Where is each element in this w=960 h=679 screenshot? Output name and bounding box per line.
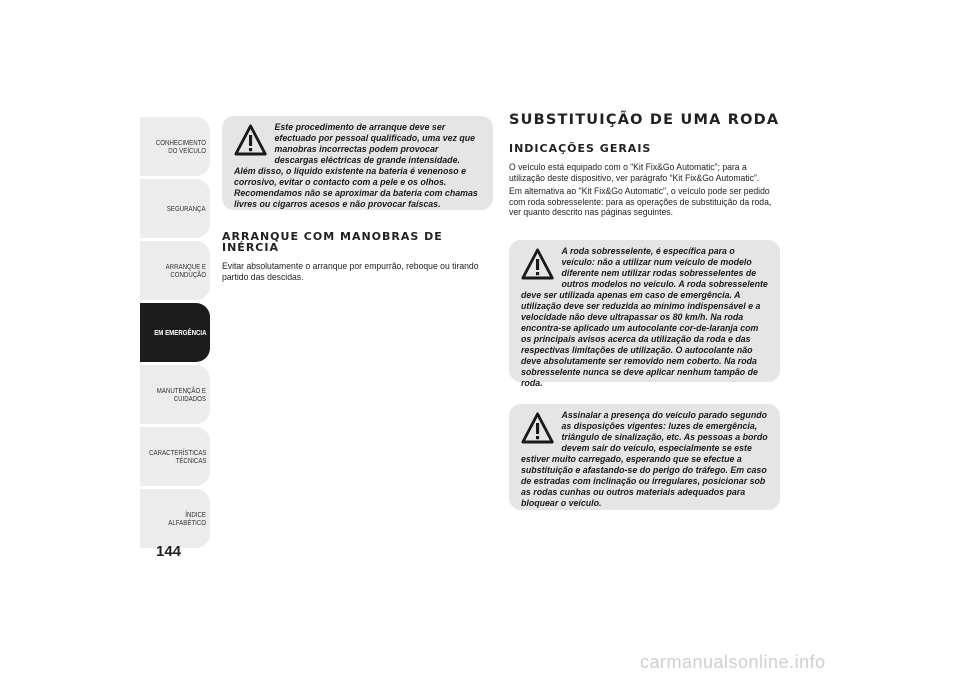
tab-manutencao[interactable]	[140, 365, 210, 424]
tab-indice[interactable]	[140, 489, 210, 548]
tab-label: CONHECIMENTO DO VEÍCULO	[155, 137, 206, 155]
warning-triangle-icon	[521, 248, 554, 280]
paragraph-kit: O veículo está equipado com o “Kit Fix&Go Automatic”; para a utilização deste dispositivo, ver parágrafo “Kit Fix&Go Automatic”.	[509, 161, 760, 183]
tab-arranque[interactable]	[140, 241, 210, 300]
warning-box-parked-vehicle	[509, 404, 780, 510]
tab-label: ARRANQUE E CONDUÇÃO	[165, 261, 206, 279]
warning-box-battery	[222, 116, 493, 210]
warning-rest: veículo, especialmente se este estiver muito carregado, esperando que se efectue a substituição e afastando-se do perigo do tráfego. Em caso de estradas com inclinação ou irregulares, posicionar sob as rodas cunhas ou outros materiais adequados para bloquear o veículo.	[521, 443, 767, 509]
page-number: 144	[156, 543, 182, 560]
warning-lead: Este procedimento de arranque deve ser efectuado por pessoal qualificado, uma vez que manobras incorrectas podem provocar descargas eléctricas de	[274, 122, 476, 166]
tab-label: SEGURANÇA	[167, 203, 206, 213]
warning-text	[521, 246, 768, 389]
subtitle-indicacoes: INDICAÇÕES GERAIS	[509, 142, 652, 155]
warning-rest: roda sobresselente deve ser utilizada apenas em caso de emergência. A utilização deve ser reduzida ao mínimo indispensável e a velocidade não deve ultrapassar os 80 km/h. Na roda encontra-se aplicado um autocolante cor-de-laranja com os principais avisos acerca da utilização da roda e das respectivas limitações de utilização. O autocolante não deve absolutamente ser removido nem coberto. Na roda sobresselente nunca se deve aplicar nenhum tampão de roda.	[521, 279, 768, 389]
tab-conhecimento[interactable]	[140, 117, 210, 176]
tab-label: MANUTENÇÃO E CUIDADOS	[156, 385, 206, 403]
warning-lead: A roda sobresselente, é específica para o veículo: não a utilizar num veículo de modelo diferente nem utilizar rodas sobresselentes de outros modelos no veículo. A	[561, 246, 757, 290]
paragraph-inercia: Evitar absolutamente o arranque por empurrão, reboque ou tirando partido das descidas.	[222, 260, 479, 282]
tab-label: EM EMERGÊNCIA	[153, 327, 206, 337]
tab-seguranca[interactable]	[140, 179, 210, 238]
warning-lead: Assinalar a presença do veículo parado segundo as disposições vigentes: luzes de emergência, triângulo de sinalização, etc. As pessoas a bordo devem sair do	[561, 410, 768, 454]
warning-box-spare-wheel	[509, 240, 780, 389]
warning-triangle-icon	[234, 124, 267, 156]
section-heading-inercia: ARRANQUE COM MANOBRAS DE INÉRCIA	[222, 230, 443, 254]
warning-triangle-icon	[521, 412, 554, 444]
warning-text	[521, 410, 768, 509]
tab-em-emergencia[interactable]	[140, 303, 210, 362]
tab-label: ÍNDICE ALFABÉTICO	[168, 509, 206, 527]
watermark: carmanualsonline.info	[640, 652, 826, 672]
warning-rest: grande intensidade. Além disso, o líquido existente na bateria é venenoso e corrosivo, evitar o contacto com a pele e os olhos. Recomendamos não se aproximar da bateria com chamas livres ou cigarros acesos e não provocar faíscas.	[234, 155, 478, 210]
paragraph-alternativa: Em alternativa ao "Kit Fix&Go Automatic", o veículo pode ser pedido com roda sobresselente: para as operações de substituição da roda, ver quanto descrito nas páginas seguintes.	[509, 185, 772, 217]
warning-text	[234, 122, 481, 210]
tab-label: CARACTERÍSTICAS TÉCNICAS	[148, 447, 206, 465]
tab-caracteristicas[interactable]	[140, 427, 210, 486]
page-title: SUBSTITUIÇÃO DE UMA RODA	[509, 112, 780, 128]
